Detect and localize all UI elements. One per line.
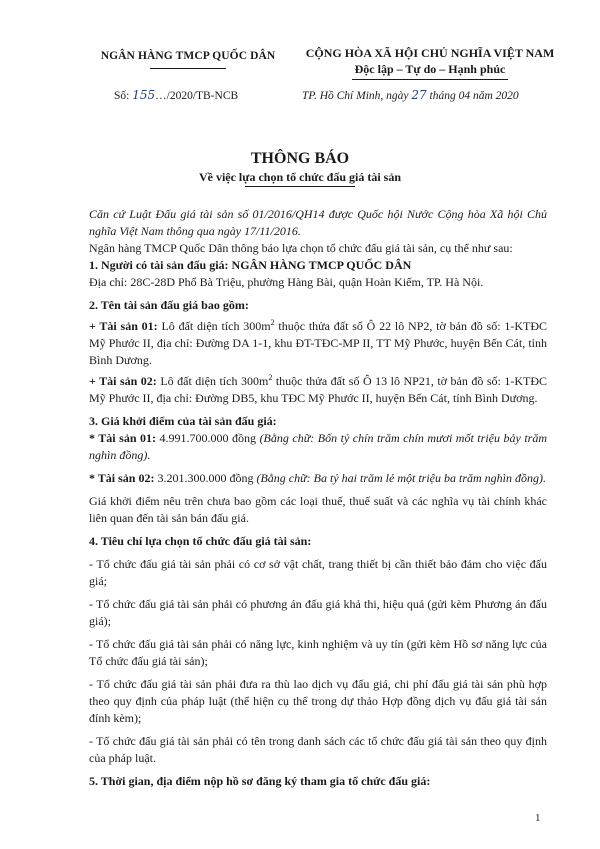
intro-paragraph: Ngân hàng TMCP Quốc Dân thông báo lựa chọn tổ chức đấu giá tài sản, cụ thể như sau:	[89, 241, 513, 255]
subtitle-underline	[245, 186, 355, 187]
price-2	[89, 470, 547, 487]
price-1-value: 4.991.700.000 đồng	[156, 431, 260, 445]
section-3-heading: 3. Giá khởi điểm của tài sản đấu giá:	[89, 414, 277, 428]
asset-1-area: Lô đất diện tích 300m	[157, 319, 271, 333]
issuer-name: NGÂN HÀNG TMCP QUỐC DÂN	[100, 50, 276, 62]
section-1-heading: 1. Người có tài sản đấu giá: NGÂN HÀNG TMCP QUỐC DÂN	[89, 258, 412, 272]
section-2-heading: 2. Tên tài sản đấu giá bao gồm:	[89, 298, 249, 312]
price-1	[89, 430, 547, 464]
price-note: Giá khởi điểm nêu trên chưa bao gồm các loại thuế, thuế suất và các nghĩa vụ tài chính khác liên quan đến tài sản bán đấu giá.	[89, 494, 547, 525]
date-day-handwritten: 27	[411, 88, 427, 102]
national-title: CỘNG HÒA XÃ HỘI CHỦ NGHĨA VIỆT NAM	[305, 46, 555, 60]
price-1-label: * Tài sản 01:	[89, 431, 157, 445]
asset-1-label: + Tài sản 01:	[89, 319, 158, 333]
document-number	[114, 88, 238, 102]
price-2-label: * Tài sản 02:	[89, 471, 155, 485]
price-2-words: (Bằng chữ: Ba tỷ hai trăm lẻ một triệu ba trăm nghìn đồng).	[256, 471, 546, 485]
asset-1	[89, 314, 547, 369]
criteria-item: - Tổ chức đấu giá tài sản phải có tên trong danh sách các tổ chức đấu giá tài sản theo quy định của pháp luật.	[89, 734, 547, 765]
asset-1-detail: thuộc thửa đất số Ô 22 lô NP2, tờ bản đồ số: 1-KTĐC Mỹ Phước II, địa chỉ: Đường DA 1-1, khu ĐT-TĐC-MP II, TT Mỹ Phước, huyện Bến Cát, tỉnh Bình Dương.	[89, 319, 547, 367]
asset-2-detail: thuộc thửa đất số Ô 13 lô NP21, tờ bản đồ số: 1-KTĐC Mỹ Phước II, địa chỉ: Đường DB5, khu TĐC Mỹ Phước II, huyện Bến Cát, tỉnh Bình Dương.	[89, 374, 547, 405]
document-date	[302, 88, 519, 102]
date-prefix: TP. Hồ Chí Minh, ngày	[302, 90, 412, 102]
notice-body	[89, 206, 547, 790]
notice-subtitle: Về việc lựa chọn tổ chức đấu giá tài sản	[198, 170, 402, 184]
page-number: 1	[535, 812, 541, 824]
asset-2-sup: 2	[268, 373, 273, 382]
doc-no-prefix: Số:	[114, 90, 133, 102]
criteria-item: - Tổ chức đấu giá tài sản phải có cơ sở vật chất, trang thiết bị cần thiết bảo đảm cho việc đấu giá;	[89, 557, 547, 588]
doc-no-suffix: …/2020/TB-NCB	[155, 90, 239, 102]
legal-basis: Căn cứ Luật Đấu giá tài sản số 01/2016/QH14 được Quốc hội Nước Cộng hòa Xã hội Chủ nghĩa Việt Nam thông qua ngày 17/11/2016.	[89, 207, 547, 238]
section-5-heading: 5. Thời gian, địa điểm nộp hồ sơ đăng ký tham gia tổ chức đấu giá:	[89, 774, 431, 788]
asset-2	[89, 369, 547, 407]
date-suffix: tháng 04 năm 2020	[426, 90, 519, 102]
motto-underline	[352, 79, 508, 80]
criteria-item: - Tổ chức đấu giá tài sản phải có năng lực, kinh nghiệm và uy tín (gửi kèm Hồ sơ năng lực của Tổ chức đấu giá tài sản);	[89, 637, 547, 668]
criteria-item: - Tổ chức đấu giá tài sản phải đưa ra thù lao dịch vụ đấu giá, chi phí đấu giá tài sản phù hợp theo quy định của pháp luật (thể hiện cụ thể trong dự thảo Hợp đồng dịch vụ đấu giá tài sản đính kèm);	[89, 677, 547, 725]
asset-1-sup: 2	[270, 318, 275, 327]
section-4-heading: 4. Tiêu chí lựa chọn tổ chức đấu giá tài sản:	[89, 534, 312, 548]
price-1-words: (Bằng chữ: Bốn tỷ chín trăm chín mươi mốt triệu bảy trăm nghìn đồng).	[89, 431, 547, 462]
criteria-item: - Tổ chức đấu giá tài sản phải có phương án đấu giá khả thi, hiệu quả (gửi kèm Phương án đấu giá);	[89, 597, 547, 628]
owner-address: Địa chỉ: 28C-28D Phố Bà Triệu, phường Hàng Bài, quận Hoàn Kiếm, TP. Hà Nội.	[89, 275, 484, 289]
asset-2-area: Lô đất diện tích 300m	[156, 374, 269, 388]
notice-title: THÔNG BÁO	[250, 150, 350, 167]
national-motto: Độc lập – Tự do – Hạnh phúc	[354, 62, 506, 76]
asset-2-label: + Tài sản 02:	[89, 374, 157, 388]
doc-no-handwritten: 155	[132, 88, 156, 102]
price-2-value: 3.201.300.000 đồng	[154, 471, 257, 485]
issuer-underline	[150, 68, 226, 69]
